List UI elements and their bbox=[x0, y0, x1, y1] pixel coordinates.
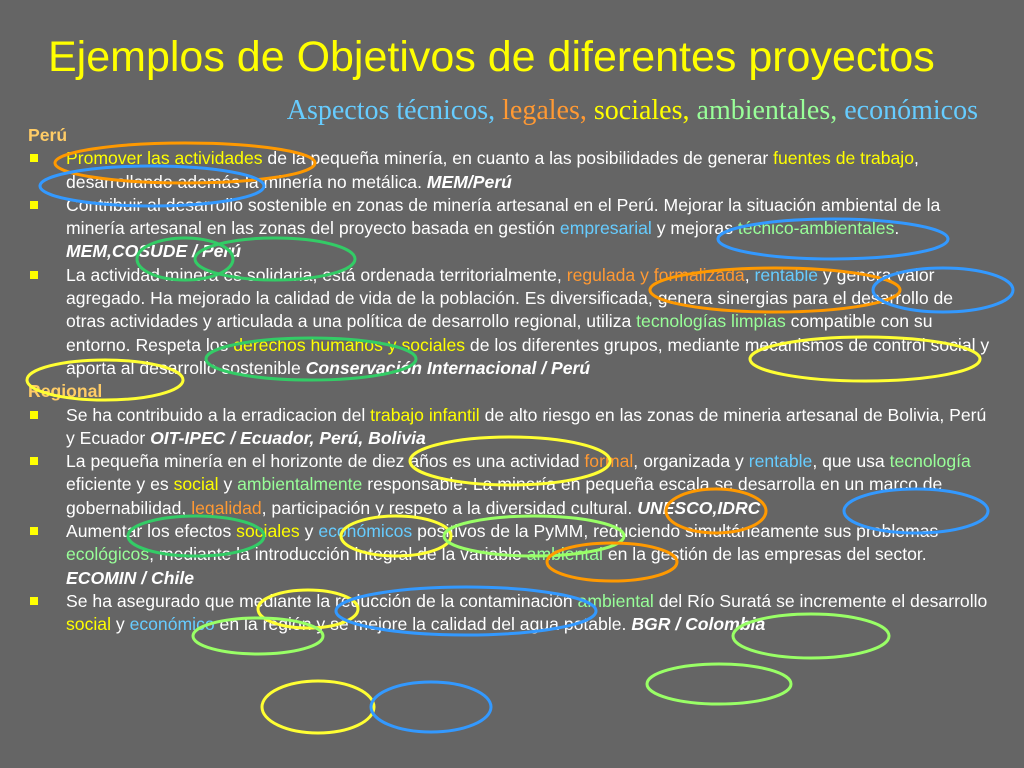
highlight-ellipse bbox=[262, 681, 374, 733]
text: en la región y se mejore la calidad del agua potable. bbox=[214, 614, 632, 635]
text: y bbox=[218, 474, 238, 495]
slide-content bbox=[28, 124, 996, 637]
source: Conservación Internacional / Perú bbox=[305, 357, 591, 378]
keyword: social bbox=[173, 474, 219, 495]
text: , organizada y bbox=[633, 451, 749, 472]
text: , bbox=[744, 264, 755, 285]
bullet-marker bbox=[30, 201, 38, 209]
text: positivos de la PyMM, reduciendo simultáneamente sus problemas bbox=[412, 521, 939, 542]
text: Aumentar los efectos bbox=[66, 521, 237, 542]
highlight-ellipse bbox=[647, 664, 791, 704]
source: OIT-IPEC / Ecuador, Perú, Bolivia bbox=[150, 427, 426, 448]
keyword: formal bbox=[584, 451, 634, 472]
source: ECOMIN / Chile bbox=[66, 567, 195, 588]
text: y bbox=[110, 614, 130, 635]
text: Se ha contribuido a la erradicacion del bbox=[66, 404, 371, 425]
section-heading-regional: Regional bbox=[28, 381, 103, 402]
bullet-regional-3 bbox=[28, 520, 996, 590]
bullet-peru-1 bbox=[28, 147, 996, 194]
bullet-marker bbox=[30, 527, 38, 535]
subtitle-economicos: económicos bbox=[837, 95, 978, 126]
bullet-regional-2 bbox=[28, 450, 996, 520]
bullet-marker bbox=[30, 597, 38, 605]
keyword: legalidad bbox=[191, 497, 262, 518]
keyword: sociales bbox=[236, 521, 300, 542]
text: Contribuir al desarrollo sostenible en zonas de minería artesanal en el Perú. Mejorar la situación ambiental de la minería artesanal en las zonas del proyecto basada en gestión bbox=[66, 194, 941, 239]
text: , mediante la introducción integral de la variable bbox=[149, 544, 527, 565]
text: compatible con su entorno. Respeta los bbox=[66, 311, 933, 355]
keyword: trabajo infantil bbox=[370, 404, 480, 425]
keyword: rentable bbox=[754, 264, 819, 285]
source: UNESCO,IDRC bbox=[637, 497, 761, 518]
source: MEM/Perú bbox=[426, 171, 512, 192]
subtitle-tecnicos: Aspectos técnicos, bbox=[286, 95, 496, 126]
keyword: empresarial bbox=[559, 218, 652, 239]
keyword: ambiental bbox=[577, 590, 654, 611]
slide-title: Ejemplos de Objetivos de diferentes proyectos bbox=[48, 33, 935, 81]
bullet-marker bbox=[30, 154, 38, 162]
bullet-marker bbox=[30, 457, 38, 465]
bullet-marker bbox=[30, 271, 38, 279]
section-heading-peru: Perú bbox=[28, 125, 68, 145]
text: de los diferentes grupos, mediante mecanismos de control social y aporta al desarrollo sostenible bbox=[66, 334, 990, 378]
keyword: técnico-ambientales bbox=[737, 218, 895, 239]
subtitle-legales: legales, bbox=[495, 95, 587, 126]
text: en la gestión de las empresas del sector. bbox=[602, 544, 927, 565]
keyword: tecnología bbox=[889, 451, 971, 472]
keyword: derechos humanos y sociales bbox=[233, 334, 466, 355]
text: , desarrollando además la minería no metálica. bbox=[66, 148, 919, 192]
keyword: social bbox=[66, 614, 111, 635]
keyword: ambientalmente bbox=[237, 474, 363, 495]
text: responsable. La minería en pequeña escala se desarrolla en un marco de gobernabilidad, bbox=[66, 474, 943, 518]
highlight-ellipse bbox=[371, 682, 491, 732]
subtitle-ambientales: ambientales, bbox=[689, 95, 838, 126]
bullet-peru-2 bbox=[28, 194, 996, 264]
keyword: fuentes de trabajo bbox=[773, 148, 914, 169]
text: . bbox=[894, 218, 900, 239]
text: de alto riesgo en las zonas de mineria artesanal de Bolivia, Perú y Ecuador bbox=[66, 404, 987, 448]
keyword: rentable bbox=[748, 451, 813, 472]
keyword: ambiental bbox=[526, 544, 603, 565]
bullet-regional-1 bbox=[28, 404, 996, 451]
bullet-regional-4 bbox=[28, 590, 996, 637]
text: La pequeña minería en el horizonte de diez años es una actividad bbox=[66, 451, 585, 472]
text: Se ha asegurado que mediante la reducción de la contaminación bbox=[66, 590, 578, 611]
text: , participación y respeto a la diversidad cultural. bbox=[261, 497, 638, 518]
keyword: regulada y formalizada bbox=[566, 264, 745, 285]
slide-subtitle bbox=[287, 96, 978, 127]
bullet-marker bbox=[30, 411, 38, 419]
text: y bbox=[299, 521, 319, 542]
text: , que usa bbox=[812, 451, 890, 472]
subtitle-sociales: sociales, bbox=[586, 95, 690, 126]
text: del Río Suratá se incremente el desarrollo bbox=[653, 590, 988, 611]
text: eficiente y es bbox=[66, 474, 174, 495]
source: MEM,COSUDE / Perú bbox=[66, 241, 241, 262]
text: La actividad minera es solidaria, está ordenada territorialmente, bbox=[66, 264, 567, 285]
text: y genera valor agregado. Ha mejorado la calidad de vida de la población. Es diversificada, genera sinergias para el desarrollo de otras actividades y articulada a una política de desarrollo regional, utiliza bbox=[66, 264, 954, 332]
bullet-peru-3 bbox=[28, 264, 996, 380]
text: de la pequeña minería, en cuanto a las posibilidades de generar bbox=[262, 148, 774, 169]
keyword: tecnologías limpias bbox=[636, 311, 786, 332]
keyword: ecológicos bbox=[66, 544, 150, 565]
text: y mejoras bbox=[651, 218, 738, 239]
keyword: económicos bbox=[318, 521, 413, 542]
keyword: económico bbox=[129, 614, 215, 635]
keyword: Promover las actividades bbox=[66, 148, 263, 169]
source: BGR / Colombia bbox=[631, 614, 766, 635]
